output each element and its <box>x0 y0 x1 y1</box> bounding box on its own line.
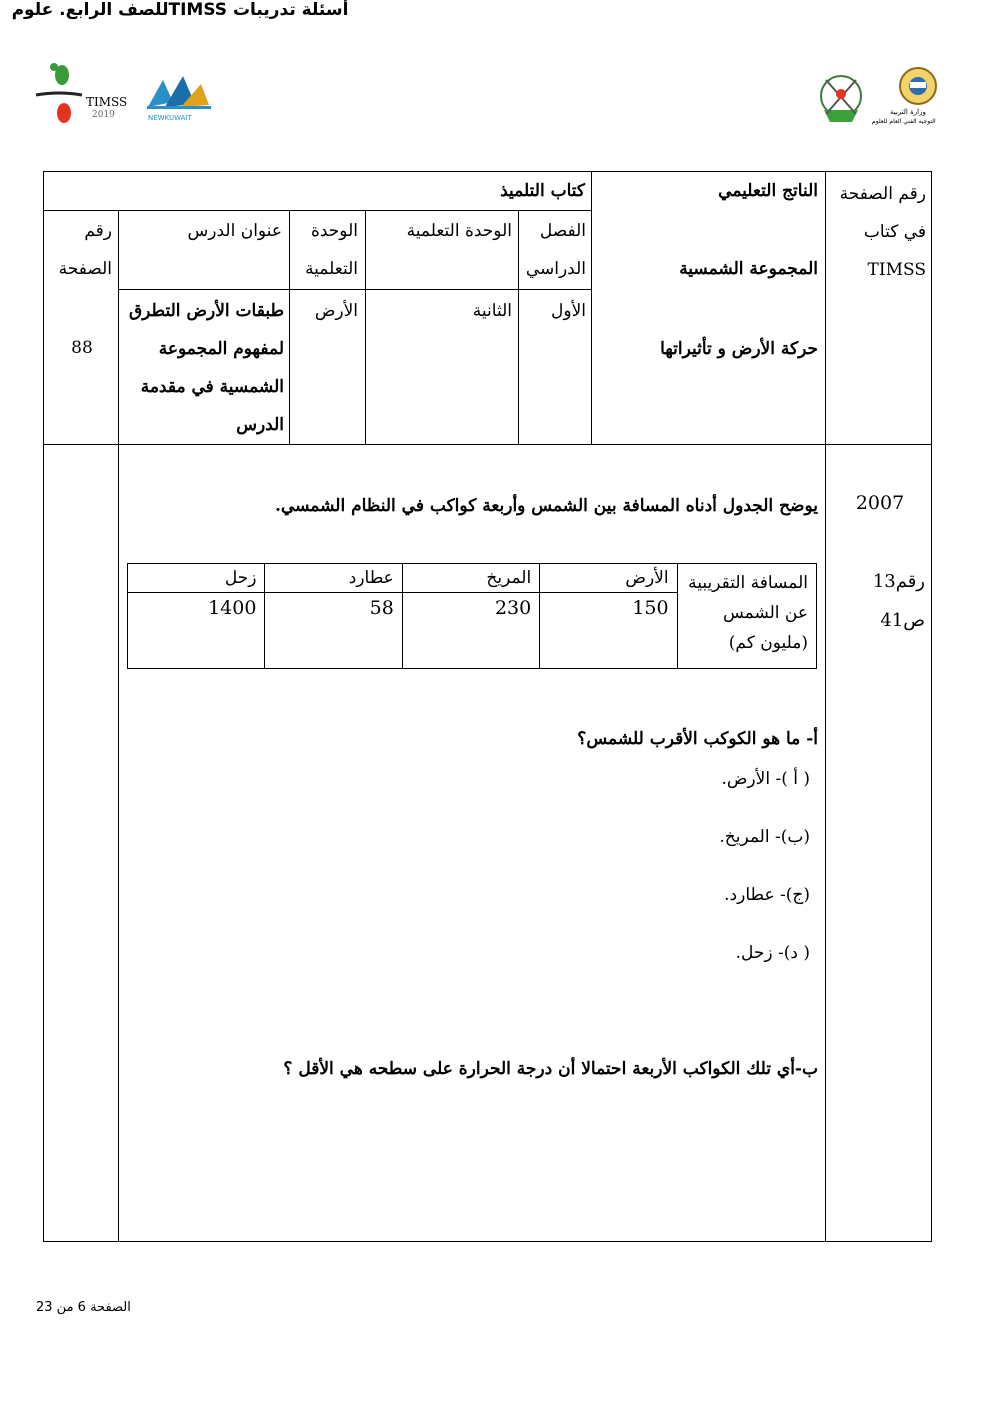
planet-earth: الأرض <box>540 564 677 593</box>
option-b: (ب)- المريخ. <box>719 827 810 847</box>
distance-earth: 150 <box>540 593 677 669</box>
unit-label: الوحدة التعلمية <box>406 221 512 241</box>
module-value: الأرض <box>314 301 358 321</box>
distance-mars: 230 <box>402 593 539 669</box>
question-ref-number: رقم13 <box>872 571 925 592</box>
ministry-subtitle: التوجيه الفني العام للعلوم <box>872 118 936 125</box>
part-a-question: أ- ما هو الكوكب الأقرب للشمس؟ <box>577 729 818 749</box>
distance-table <box>127 563 817 669</box>
page-in-timss-label: رقم الصفحة في كتاب TIMSS <box>839 184 926 280</box>
outcome-earth-motion: حركة الأرض و تأثيراتها <box>660 339 818 359</box>
distance-mercury: 58 <box>265 593 402 669</box>
table-row <box>128 564 817 593</box>
outcome-solar-system: المجموعة الشمسية <box>679 259 818 279</box>
planet-mercury: عطارد <box>265 564 402 593</box>
lesson-value: طبقات الأرض التطرق لمفهوم المجموعة الشمسية في مقدمة الدرس <box>128 301 284 435</box>
newkuwait-text: NEWKUWAIT <box>148 114 192 122</box>
ministry-emblem-icon <box>890 66 946 110</box>
outcome-label: الناتج التعليمي <box>718 181 818 201</box>
page-title: أسئلة تدريبات TIMSSللصف الرابع. علوم <box>11 0 349 20</box>
lesson-title-label: عنوان الدرس <box>187 221 282 241</box>
option-c: (ج)- عطارد. <box>724 885 810 905</box>
page-footer: الصفحة 6 من 23 <box>36 1300 131 1315</box>
ministry-name: وزارة التربية <box>890 108 926 116</box>
question-year: 2007 <box>855 492 905 514</box>
distance-saturn: 1400 <box>128 593 265 669</box>
module-label: الوحدة التعلمية <box>305 221 358 279</box>
option-d: ( د)- زحل. <box>735 943 810 963</box>
semester-label: الفصل الدراسي <box>525 221 586 279</box>
timss-logo-text: TIMSS <box>86 95 128 109</box>
planet-saturn: زحل <box>128 564 265 593</box>
unit-value: الثانية <box>472 301 512 321</box>
question-intro: يوضح الجدول أدناه المسافة بين الشمس وأربعة كواكب في النظام الشمسي. <box>275 496 818 516</box>
timss-logo <box>34 55 134 125</box>
student-book-label: كتاب التلميذ <box>500 181 585 201</box>
page-value: 88 <box>71 338 93 358</box>
semester-value: الأول <box>551 301 586 321</box>
science-emblem-icon <box>806 70 876 128</box>
timss-logo-year: 2019 <box>92 110 115 120</box>
page-number-label: رقم الصفحة <box>58 221 112 279</box>
planet-mars: المريخ <box>402 564 539 593</box>
question-ref-page: ص41 <box>880 610 925 631</box>
part-b-question: ب-أي تلك الكواكب الأربعة احتمالا أن درجة الحرارة على سطحه هي الأقل ؟ <box>283 1059 818 1079</box>
distance-row-header: المسافة التقريبية عن الشمس (مليون كم) <box>677 564 816 669</box>
option-a: ( أ )- الأرض. <box>721 769 810 789</box>
